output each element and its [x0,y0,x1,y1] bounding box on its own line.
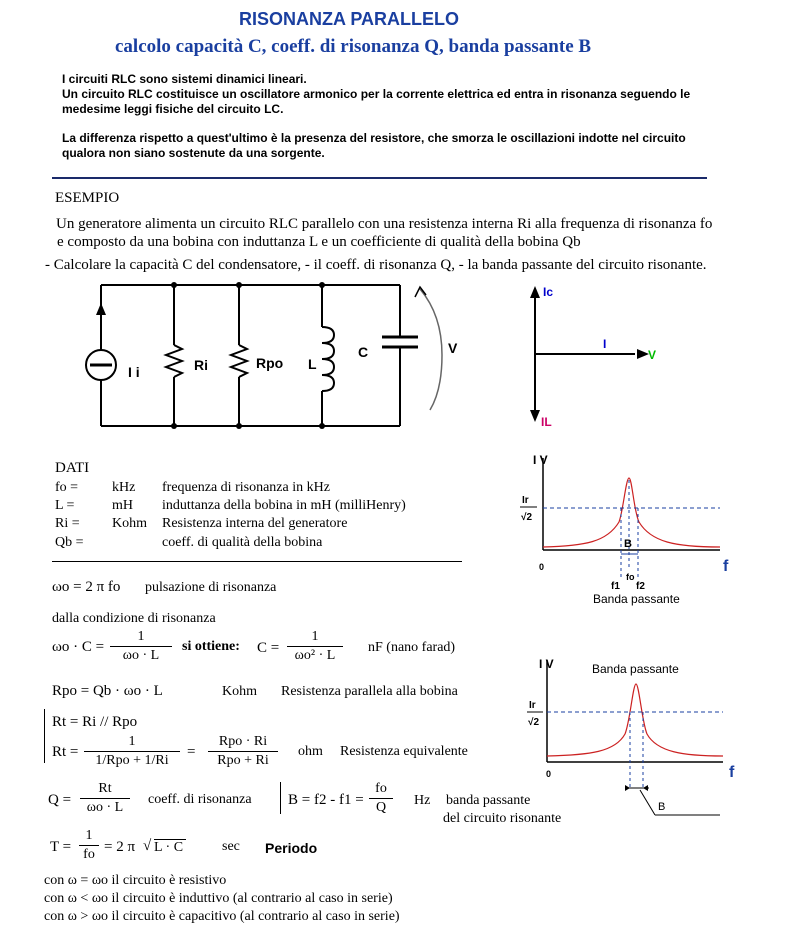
t-sqrt: L · C [154,839,186,856]
data-symbol: fo = [55,480,79,495]
data-symbol: Ri = [55,516,80,531]
rpo-unit: Kohm [222,684,257,699]
si-ottiene: si ottiene: [182,639,240,654]
phasor-il-label: IL [541,415,552,429]
graph1-sqrt-label: √2 [521,512,533,523]
example-tasks: - Calcolare la capacità C del condensatore, - il coeff. di risonanza Q, - la banda passante del circuito risonante. [45,257,707,273]
graph2-ir-label: Ir [529,700,536,711]
graph2-zero-label: 0 [546,769,552,779]
data-divider [52,561,462,562]
b-unit: Hz [414,793,431,808]
graph1-x-label: f [723,558,729,575]
q-fraction [80,781,130,816]
rt-num: 1 [128,734,136,749]
intro-line-5: qualora non siano sostenute da una sorgente. [62,146,325,160]
omega-formula: ωo = 2 π fo [52,579,121,595]
b-desc-1: banda passante [446,793,531,808]
resonance-condition: dalla condizione di risonanza [52,611,216,626]
graph1-b-label: B [624,538,632,550]
b-separator [280,782,281,814]
rt-fraction [84,734,180,769]
graph1-fo-label: fo [626,572,635,582]
page-subtitle: calcolo capacità C, coeff. di risonanza Q, banda passante B [115,36,592,57]
t-den: fo [83,847,95,862]
q-num: Rt [98,781,112,796]
rpo-desc: Resistenza parallela alla bobina [281,684,458,699]
b-desc-2: del circuito risonante [443,811,562,826]
rt-unit: ohm [298,744,323,759]
t-num: 1 [85,828,93,843]
inductor-label: L [308,356,317,372]
graph2-y-label: I V [539,657,554,671]
intro-line-3: medesime leggi fisiche del circuito LC. [62,102,284,116]
graph1-caption: Banda passante [593,592,680,606]
t-mid: = 2 π [104,839,136,855]
intro-line-4: La differenza rispetto a quest'ultimo è la presenza del resistore, che smorza le oscillazioni indotte nel circuito [62,131,686,145]
voltage-label: V [448,340,458,356]
page-title: RISONANZA PARALLELO [239,9,459,29]
capacitor-label: C [358,344,369,360]
data-desc: induttanza della bobina in mH (milliHenry) [162,498,406,513]
condition-inductive: con ω < ωo il circuito è induttivo (al contrario al caso in serie) [44,891,393,906]
rt-lhs: Rt = [52,744,79,760]
graph2-x-label: f [729,764,735,781]
t-unit: sec [222,839,240,854]
b-fraction [369,781,393,816]
c-unit: nF (nano farad) [368,640,456,655]
cond-num: 1 [137,629,145,644]
rt-bracket [44,709,45,763]
data-desc: Resistenza interna del generatore [162,516,348,531]
phasor-v-label: V [648,348,657,362]
data-symbol: Qb = [55,535,84,550]
b-num: fo [375,781,387,796]
ri-label: Ri [194,357,208,373]
rpo-label: Rpo [256,355,284,371]
resonance-curve-2 [547,684,723,756]
data-heading: DATI [55,460,90,476]
c-lhs: C = [257,640,280,656]
example-line-1: Un generatore alimenta un circuito RLC parallelo con una resistenza interna Ri alla frequenza di risonanza fo [56,216,713,232]
condition-capacitive: con ω > ωo il circuito è capacitivo (al contrario al caso in serie) [44,909,400,924]
example-line-2: e composto da una bobina con induttanza L e un coefficiente di qualità della bobina Qb [57,234,581,250]
source-label: I i [128,364,140,380]
resonance-graph-1 [515,450,765,610]
phasor-diagram [515,280,675,430]
c-num: 1 [311,629,319,644]
data-unit: kHz [112,480,136,495]
t-sqrt-sign: √ [143,838,152,854]
t-fraction [79,828,99,863]
divider [52,177,707,179]
b-den: Q [375,800,387,815]
graph1-y-label: I V [533,453,548,467]
data-unit: mH [112,498,133,513]
intro-line-1: I circuiti RLC sono sistemi dinamici lineari. [62,72,307,86]
rt-desc: Resistenza equivalente [340,744,468,759]
cond-lhs: ωo · C = [52,639,105,655]
rlc-circuit-diagram [70,275,470,440]
t-lhs: T = [50,839,72,855]
data-unit: Kohm [112,516,147,531]
data-desc: coeff. di qualità della bobina [162,535,323,550]
omega-desc: pulsazione di risonanza [145,580,277,595]
condition-resistive: con ω = ωo il circuito è resistivo [44,873,227,888]
graph2-sqrt-label: √2 [528,717,540,728]
t-desc: Periodo [265,840,318,856]
data-desc: frequenza di risonanza in kHz [162,480,330,495]
data-symbol: L = [55,498,75,513]
rt-fraction-2 [208,734,278,769]
cond-fraction [110,629,172,664]
q-lhs: Q = [48,792,72,808]
rt-den-2: Rpo + Ri [217,753,269,768]
phasor-i-label: I [603,337,607,351]
c-fraction [287,629,343,664]
example-heading: ESEMPIO [55,190,120,206]
graph2-caption: Banda passante [592,662,679,676]
cond-den: ωo · L [122,648,160,663]
graph1-zero-label: 0 [539,562,545,572]
graph1-f2-label: f2 [636,581,645,592]
graph2-b-label: B [658,801,666,813]
graph1-ir-label: Ir [522,495,529,506]
intro-line-2: Un circuito RLC costituisce un oscillatore armonico per la corrente elettrica ed entra in risonanza seguendo le [62,87,691,101]
rt-eq: = [187,744,196,760]
rt-num-2: Rpo · Ri [218,734,268,749]
resonance-curve-1 [543,478,720,547]
c-den: ωo² · L [294,648,336,663]
phasor-ic-label: Ic [543,285,554,299]
resonance-graph-2 [515,652,765,827]
graph1-f1-label: f1 [611,581,620,592]
q-den: ωo · L [86,800,124,815]
q-desc: coeff. di risonanza [148,792,252,807]
b-lhs: B = f2 - f1 = [288,792,364,808]
rt-den: 1/Rpo + 1/Ri [95,753,169,768]
rpo-formula: Rpo = Qb · ωo · L [52,683,163,699]
rt-line-1: Rt = Ri // Rpo [52,714,138,730]
